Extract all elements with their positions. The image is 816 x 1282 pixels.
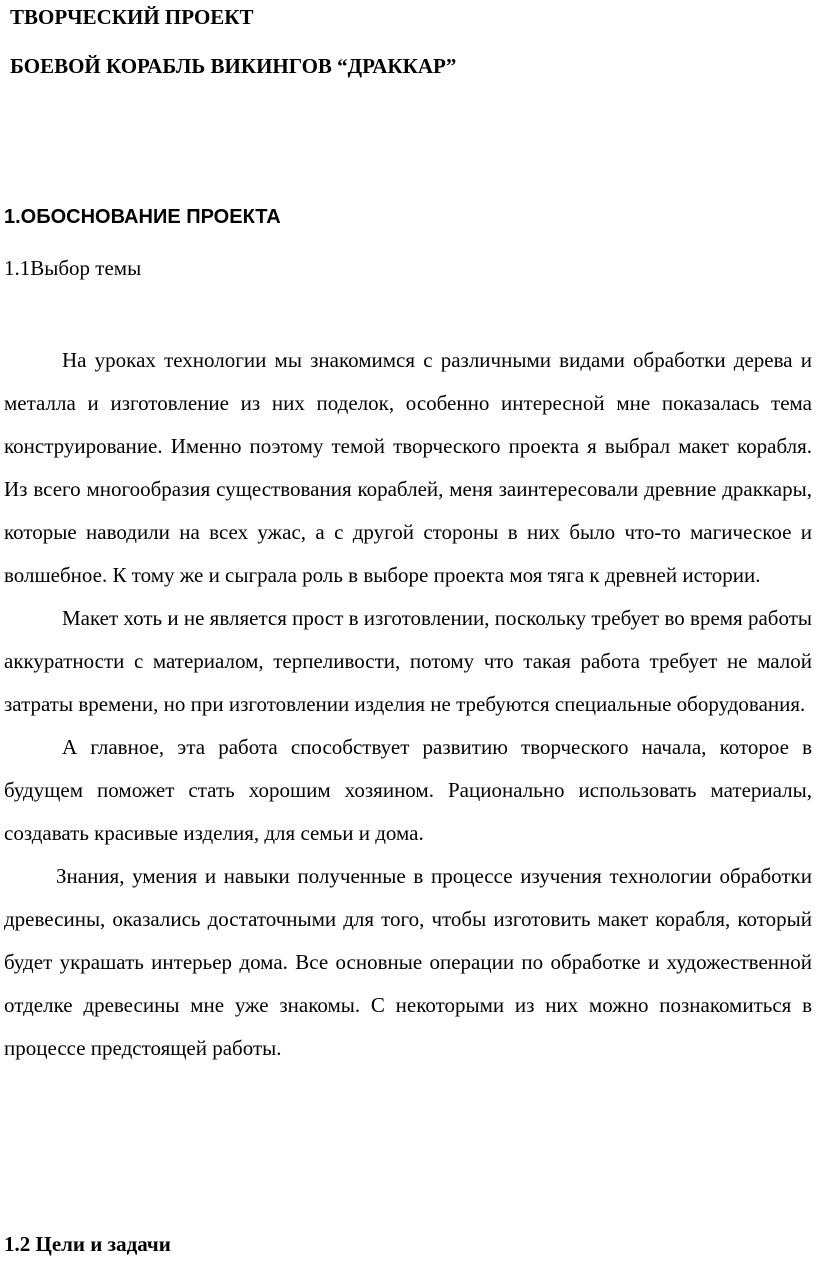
body-text: [4, 339, 812, 1070]
paragraph: А главное, эта работа способствует развитию творческого начала, которое в будущем поможет стать хорошим хозяином. Рационально использовать материалы, создавать красивые изделия, для семьи и дома.: [4, 735, 812, 845]
subsection-heading-1-2: 1.2 Цели и задачи: [4, 1232, 171, 1256]
section-heading-1: 1.ОБОСНОВАНИЕ ПРОЕКТА: [4, 206, 281, 228]
paragraph: На уроках технологии мы знакомимся с различными видами обработки дерева и металла и изготовление из них поделок, особенно интересной мне показалась тема конструирование. Именно поэтому темой творческого проекта я выбрал макет корабля. Из всего многообразия существования кораблей, меня заинтересовали древние драккары, которые наводили на всех ужас, а с другой стороны в них было что-то магическое и волшебное. К тому же и сыграла роль в выборе проекта моя тяга к древней истории.: [4, 348, 812, 587]
paragraph: Знания, умения и навыки полученные в процессе изучения технологии обработки древесины, оказались достаточными для того, чтобы изготовить макет корабля, который будет украшать интерьер дома. Все основные операции по обработке и художественной отделке древесины мне уже знакомы. С некоторыми из них можно познакомиться в процессе предстоящей работы.: [4, 864, 812, 1060]
subsection-heading-1-1: 1.1Выбор темы: [4, 256, 142, 280]
document-title-line-2: БОЕВОЙ КОРАБЛЬ ВИКИНГОВ “ДРАККАР”: [10, 54, 457, 78]
document-title-line-1: ТВОРЧЕСКИЙ ПРОЕКТ: [10, 5, 254, 29]
paragraph: Макет хоть и не является прост в изготовлении, поскольку требует во время работы аккуратности с материалом, терпеливости, потому что такая работа требует не малой затраты времени, но при изготовлении изделия не требуются специальные оборудования.: [4, 606, 812, 716]
